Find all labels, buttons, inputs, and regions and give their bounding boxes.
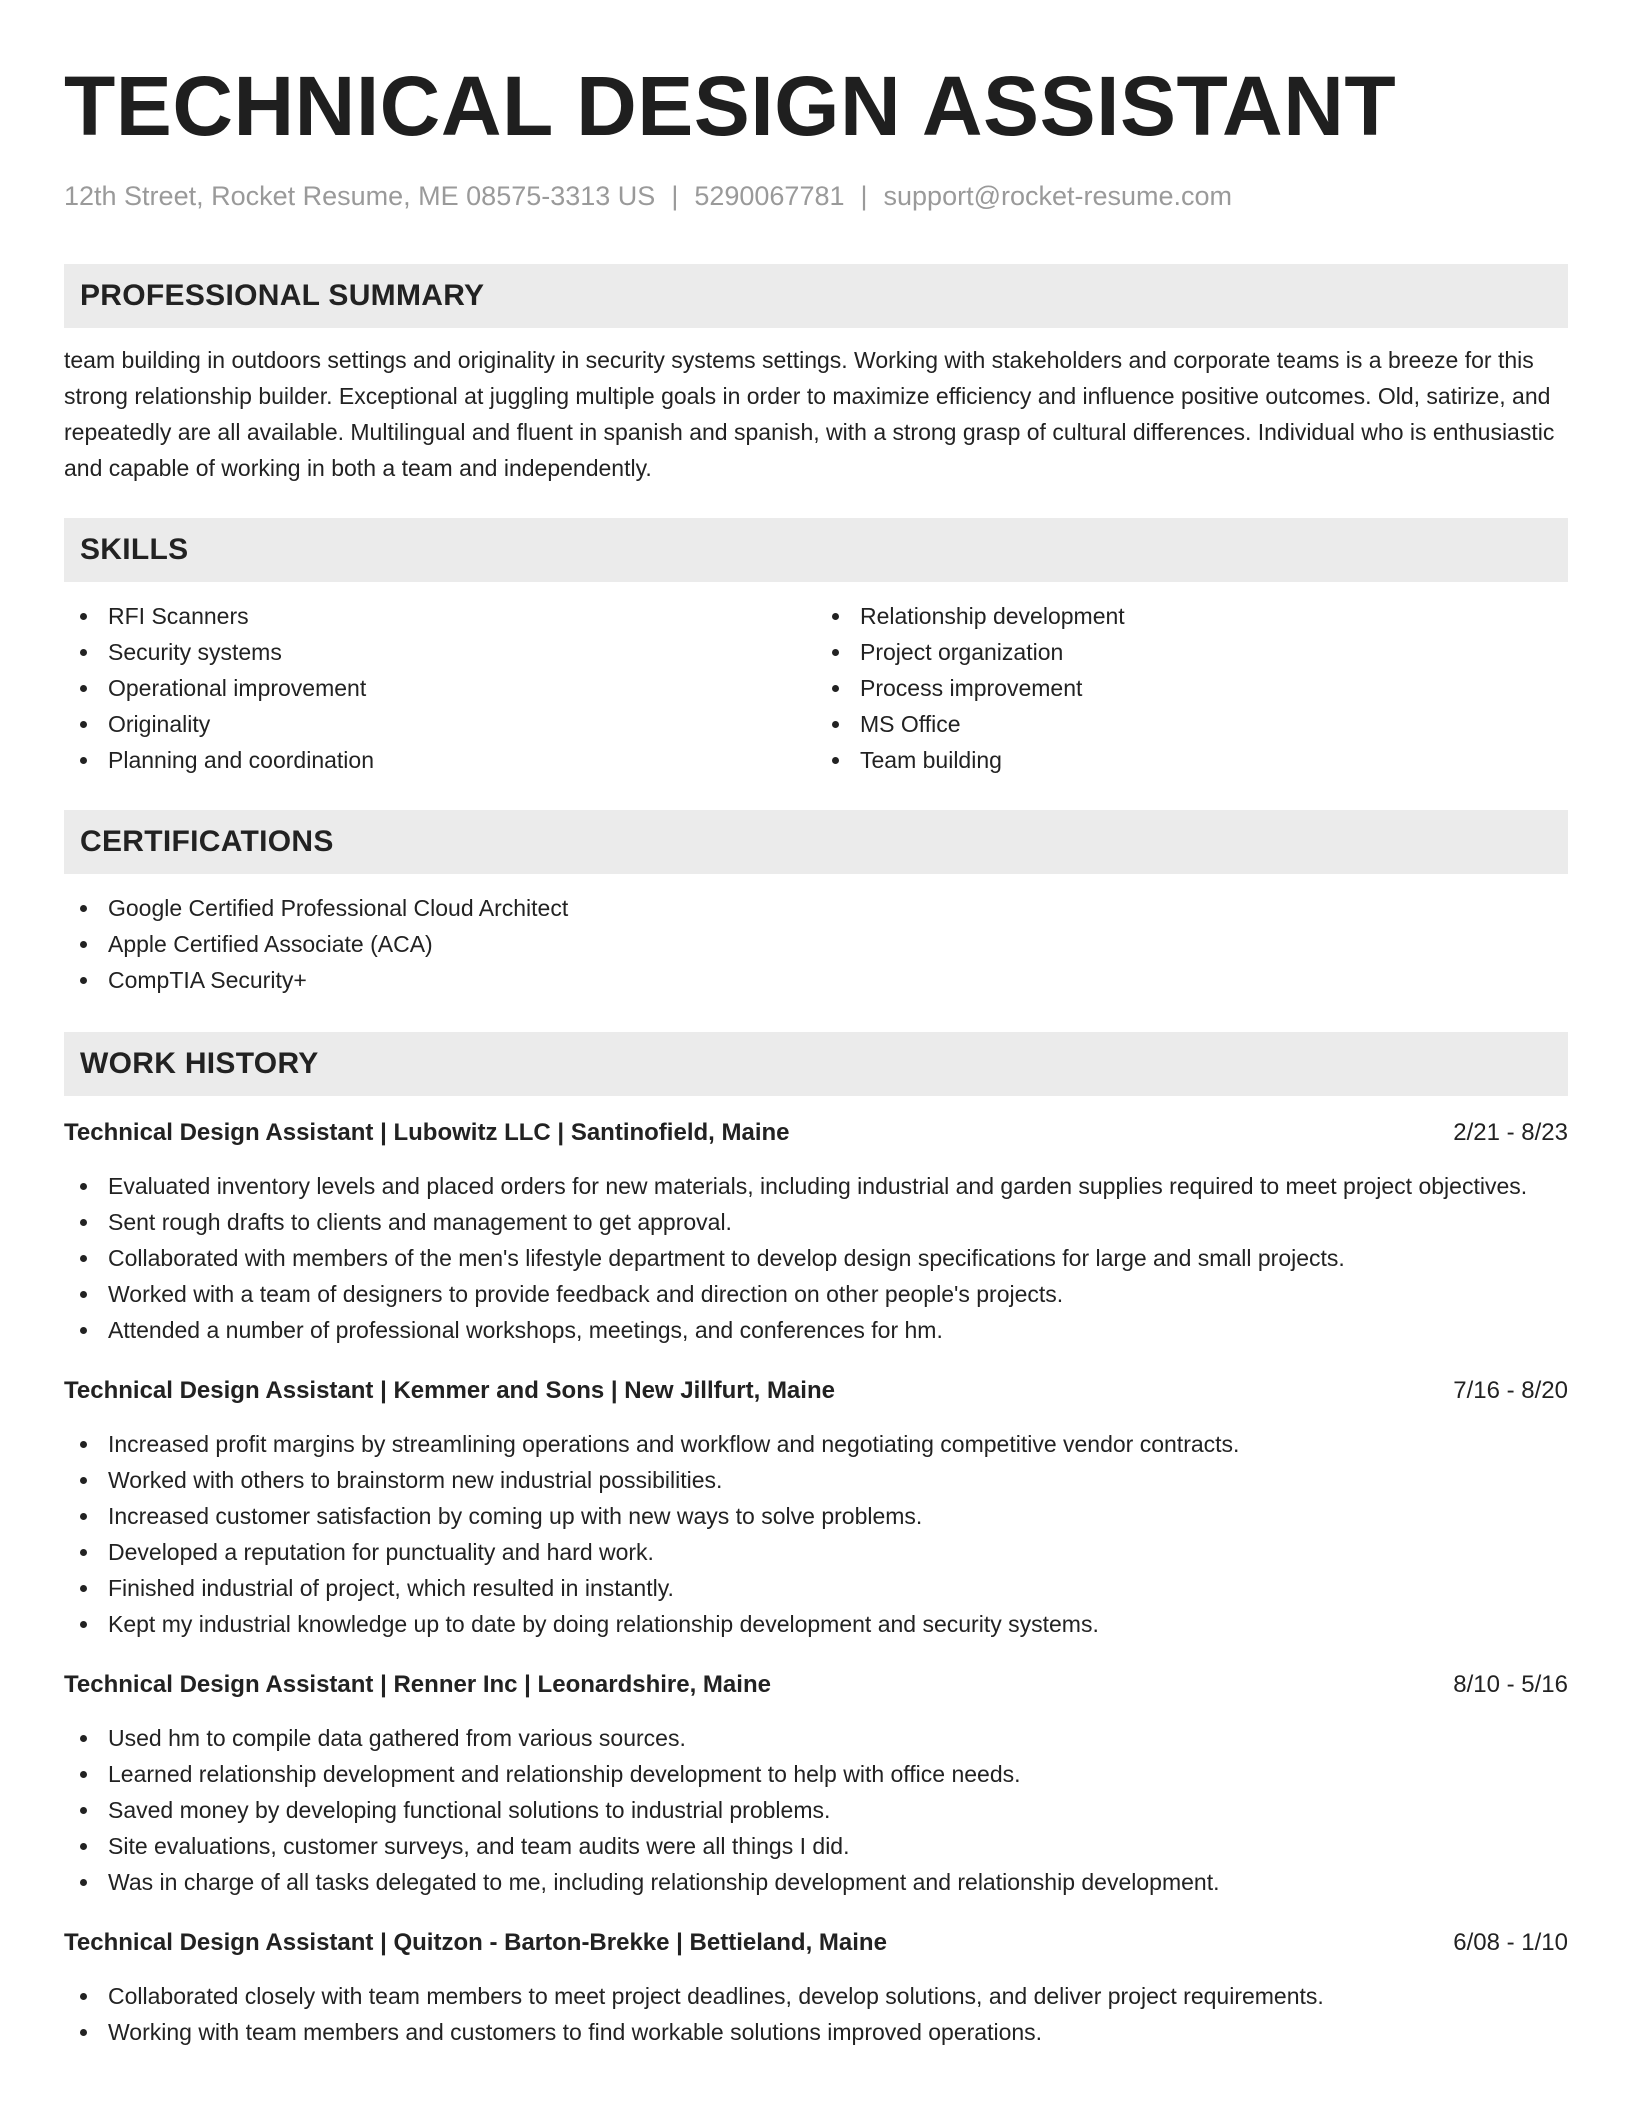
skills-column-left <box>64 598 816 778</box>
skills-grid <box>64 598 1568 778</box>
job-entry <box>64 1374 1568 1642</box>
contact-phone: 5290067781 <box>694 181 845 211</box>
job-bullet: Was in charge of all tasks delegated to me, including relationship development and relationship development. <box>64 1864 1568 1900</box>
contact-line <box>64 178 1568 214</box>
job-dates: 7/16 - 8/20 <box>1453 1377 1568 1404</box>
section-header-skills: SKILLS <box>64 518 1568 582</box>
skill-item: Originality <box>64 706 816 742</box>
job-bullet: Used hm to compile data gathered from various sources. <box>64 1720 1568 1756</box>
job-bullet-list <box>64 1978 1568 2050</box>
certification-item: CompTIA Security+ <box>64 962 1568 998</box>
job-heading: Technical Design Assistant | Kemmer and Sons | New Jillfurt, Maine <box>64 1377 835 1404</box>
job-bullet-list <box>64 1168 1568 1348</box>
skill-item: Team building <box>816 742 1568 778</box>
skill-item: Security systems <box>64 634 816 670</box>
certification-item: Apple Certified Associate (ACA) <box>64 926 1568 962</box>
job-bullet: Collaborated with members of the men's lifestyle department to develop design specifications for large and small projects. <box>64 1240 1568 1276</box>
job-bullet: Learned relationship development and relationship development to help with office needs. <box>64 1756 1568 1792</box>
job-bullet: Worked with others to brainstorm new industrial possibilities. <box>64 1462 1568 1498</box>
section-header-summary: PROFESSIONAL SUMMARY <box>64 264 1568 328</box>
job-bullet: Developed a reputation for punctuality and hard work. <box>64 1534 1568 1570</box>
job-bullet: Sent rough drafts to clients and management to get approval. <box>64 1204 1568 1240</box>
job-header <box>64 1374 1568 1408</box>
job-bullet-list <box>64 1426 1568 1642</box>
skill-item: Planning and coordination <box>64 742 816 778</box>
skills-column-right <box>816 598 1568 778</box>
job-bullet: Saved money by developing functional solutions to industrial problems. <box>64 1792 1568 1828</box>
job-dates: 2/21 - 8/23 <box>1453 1119 1568 1146</box>
contact-separator: | <box>671 181 679 211</box>
job-heading: Technical Design Assistant | Renner Inc | Leonardshire, Maine <box>64 1671 771 1698</box>
summary-text: team building in outdoors settings and originality in security systems settings. Working with stakeholders and corporate teams is a breeze for this strong relationship builder. Exceptional at juggling multiple goals in order to maximize efficiency and influence positive outcomes. Old, satirize, and repeatedly are all available. Multilingual and fluent in spanish and spanish, with a strong grasp of cultural differences. Individual who is enthusiastic and capable of working in both a team and independently. <box>64 347 1555 481</box>
job-bullet: Increased customer satisfaction by coming up with new ways to solve problems. <box>64 1498 1568 1534</box>
contact-email: support@rocket-resume.com <box>883 181 1233 211</box>
job-bullet: Kept my industrial knowledge up to date by doing relationship development and security systems. <box>64 1606 1568 1642</box>
skill-item: Project organization <box>816 634 1568 670</box>
job-bullet: Collaborated closely with team members to meet project deadlines, develop solutions, and deliver project requirements. <box>64 1978 1568 2014</box>
job-heading: Technical Design Assistant | Quitzon - Barton-Brekke | Bettieland, Maine <box>64 1929 887 1956</box>
skill-item: Operational improvement <box>64 670 816 706</box>
certification-list <box>64 890 1568 998</box>
job-bullet-list <box>64 1720 1568 1900</box>
skill-item: Relationship development <box>816 598 1568 634</box>
job-header <box>64 1116 1568 1150</box>
resume-name: TECHNICAL DESIGN ASSISTANT <box>64 59 1397 153</box>
certification-item: Google Certified Professional Cloud Architect <box>64 890 1568 926</box>
job-bullet: Site evaluations, customer surveys, and team audits were all things I did. <box>64 1828 1568 1864</box>
job-dates: 6/08 - 1/10 <box>1453 1929 1568 1956</box>
job-bullet: Finished industrial of project, which resulted in instantly. <box>64 1570 1568 1606</box>
skill-item: MS Office <box>816 706 1568 742</box>
job-heading: Technical Design Assistant | Lubowitz LLC | Santinofield, Maine <box>64 1119 790 1146</box>
job-bullet: Working with team members and customers to find workable solutions improved operations. <box>64 2014 1568 2050</box>
job-header <box>64 1926 1568 1960</box>
job-entry <box>64 1668 1568 1900</box>
contact-address: 12th Street, Rocket Resume, ME 08575-3313 US <box>64 181 656 211</box>
skill-item: RFI Scanners <box>64 598 816 634</box>
job-entry <box>64 1116 1568 1348</box>
job-bullet: Attended a number of professional workshops, meetings, and conferences for hm. <box>64 1312 1568 1348</box>
job-bullet: Evaluated inventory levels and placed orders for new materials, including industrial and garden supplies required to meet project objectives. <box>64 1168 1568 1204</box>
job-header <box>64 1668 1568 1702</box>
contact-separator: | <box>860 181 868 211</box>
job-dates: 8/10 - 5/16 <box>1453 1671 1568 1698</box>
skill-item: Process improvement <box>816 670 1568 706</box>
section-header-work-history: WORK HISTORY <box>64 1032 1568 1096</box>
job-bullet: Increased profit margins by streamlining operations and workflow and negotiating competitive vendor contracts. <box>64 1426 1568 1462</box>
job-entry <box>64 1926 1568 2050</box>
job-bullet: Worked with a team of designers to provide feedback and direction on other people's projects. <box>64 1276 1568 1312</box>
section-header-certifications: CERTIFICATIONS <box>64 810 1568 874</box>
